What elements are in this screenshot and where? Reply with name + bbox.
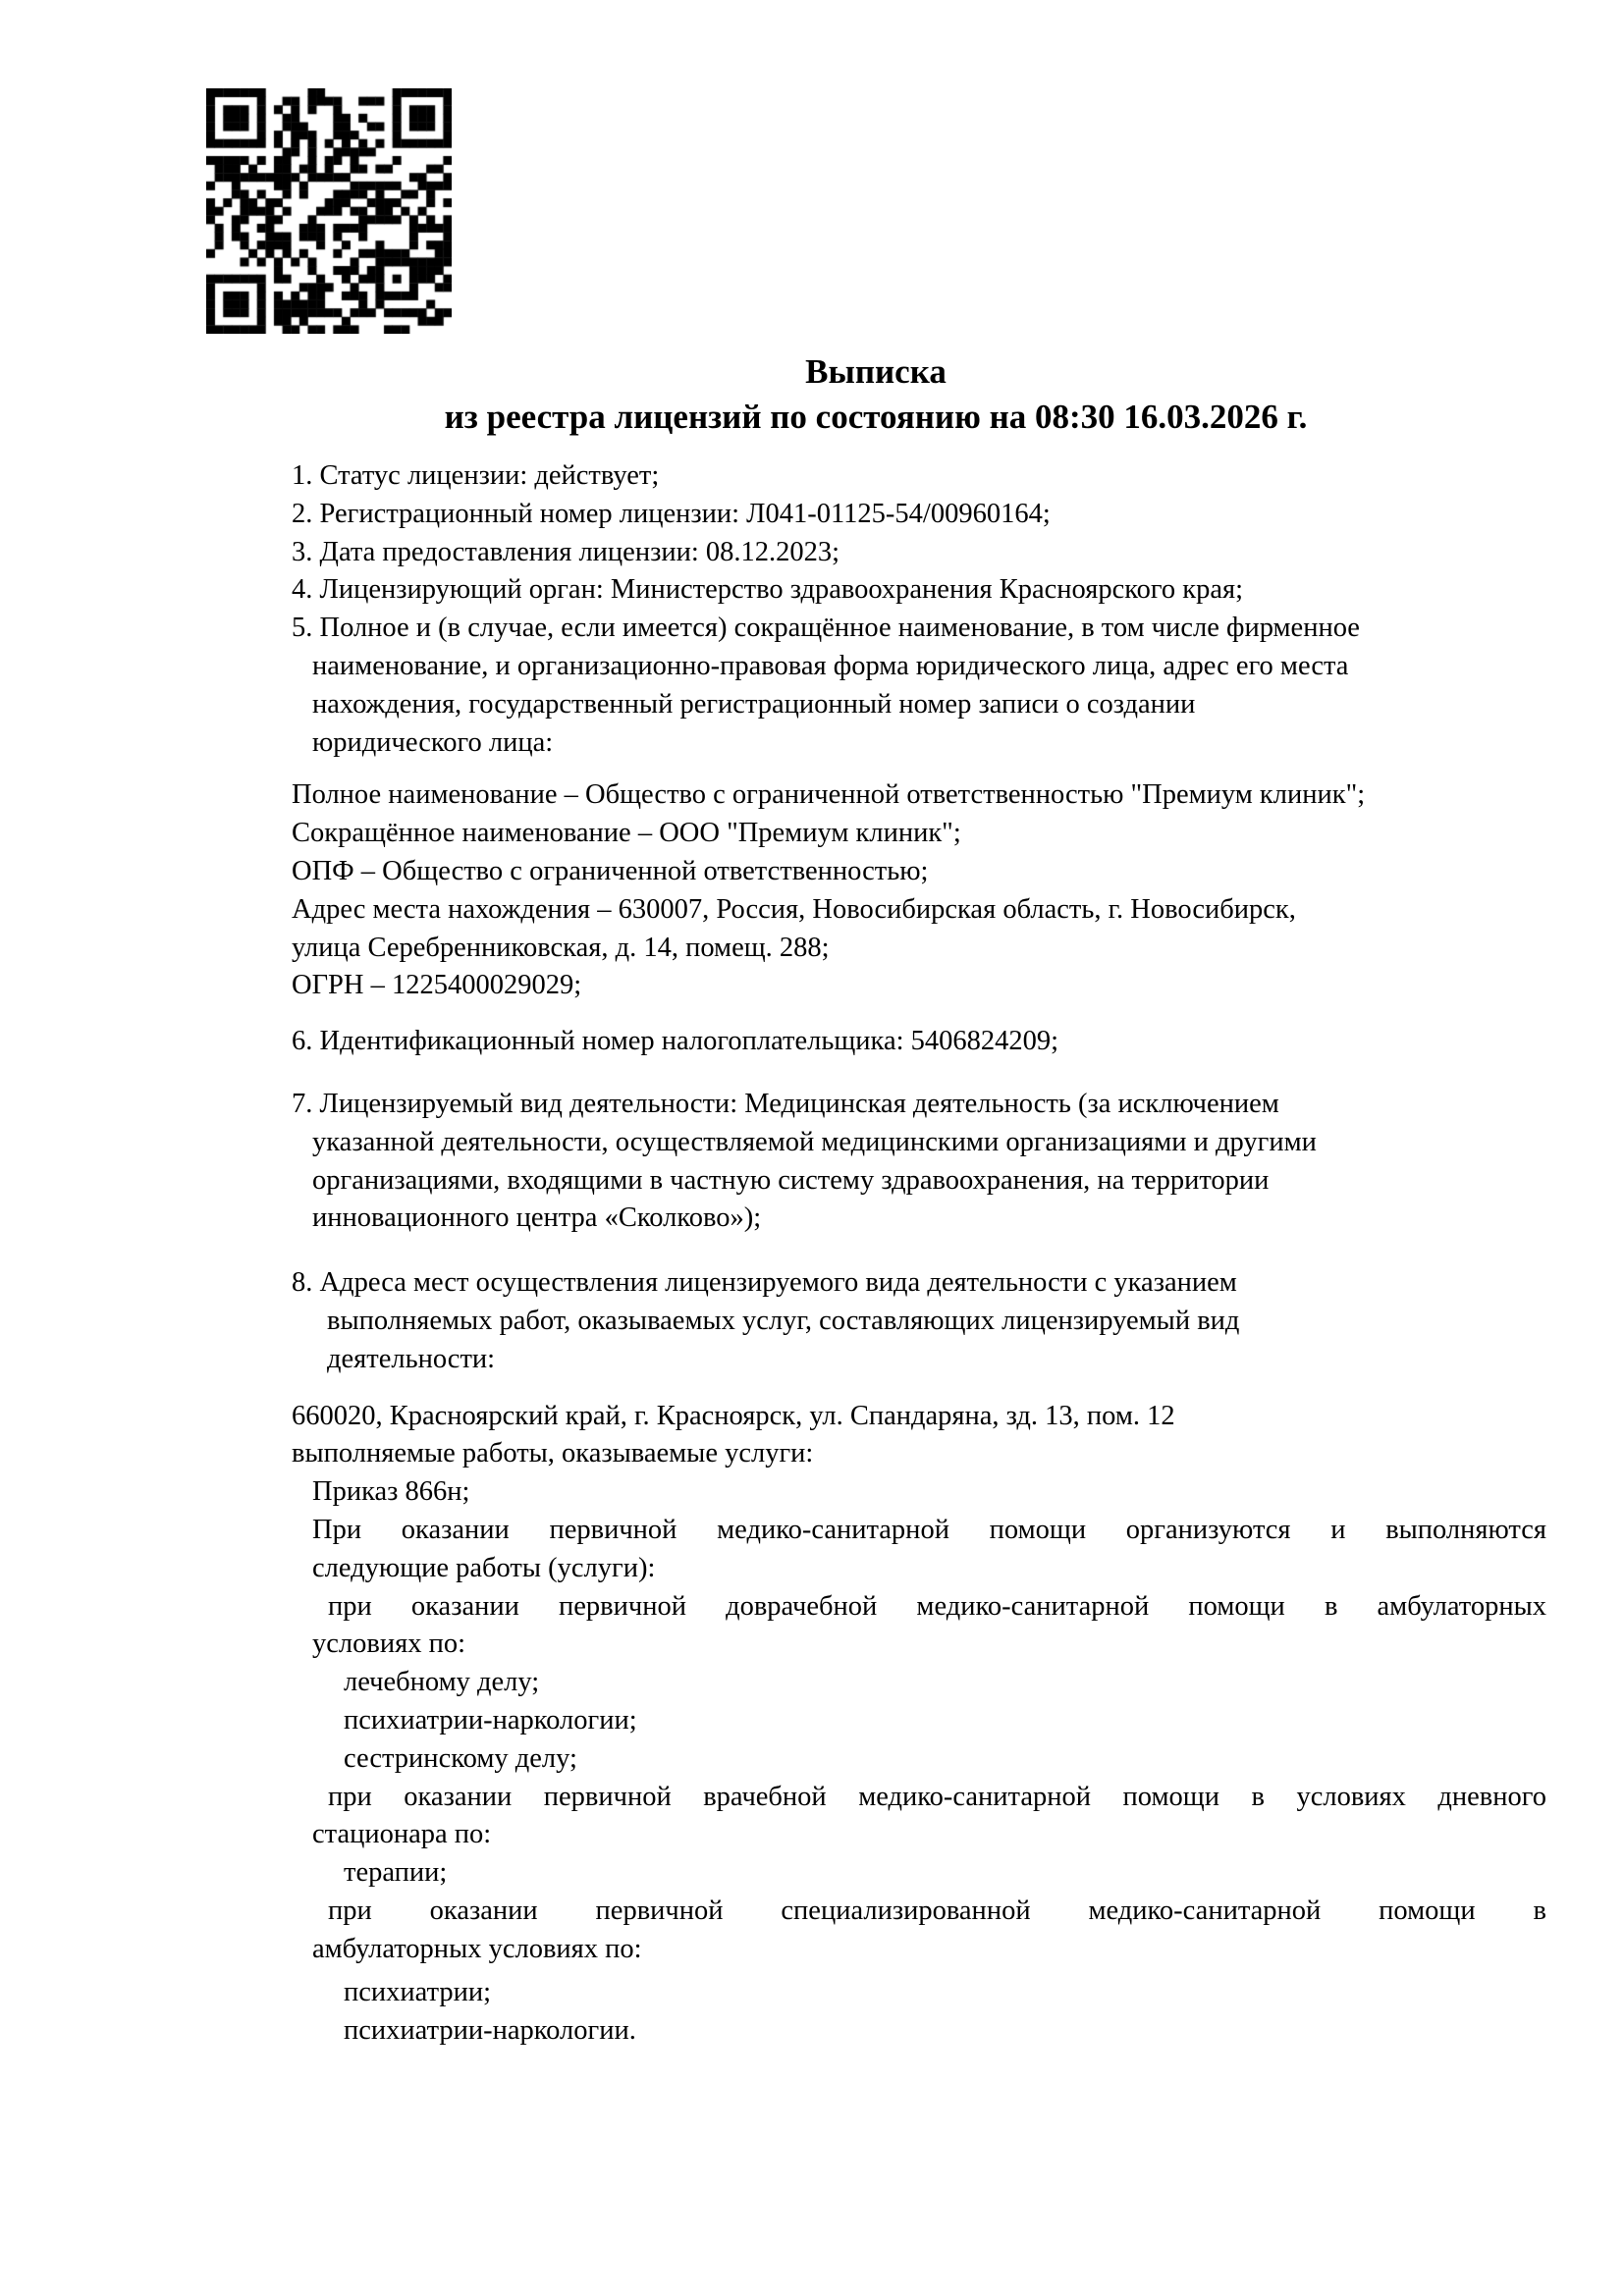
- line-activity-1: 7. Лицензируемый вид деятельности: Медицинская деятельность (за исключением: [292, 1088, 1279, 1119]
- line-activity-4: инновационного центра «Сколково»);: [312, 1202, 762, 1234]
- line-addresses-clause-2: выполняемых работ, оказываемых услуг, составляющих лицензируемый вид: [327, 1305, 1240, 1336]
- line-addresses-clause-1: 8. Адреса мест осуществления лицензируемого вида деятельности с указанием: [292, 1267, 1237, 1299]
- line-full-name: Полное наименование – Общество с ограниченной ответственностью "Премиум клиник";: [292, 779, 1366, 811]
- document-title: Выписка: [805, 352, 947, 391]
- line-predoctor-care-2: условиях по:: [312, 1629, 465, 1660]
- line-svc-psychiatry-narcology-end: психиатрии-наркологии.: [344, 2015, 636, 2047]
- line-doctor-daycare-2: стационара по:: [312, 1819, 492, 1850]
- line-predoctor-care-1: при оказании первичной доврачебной медико-санитарной помощи в амбулаторных: [328, 1590, 1546, 1622]
- line-order-866n: Приказ 866н;: [312, 1476, 470, 1508]
- line-grant-date: 3. Дата предоставления лицензии: 08.12.2023;: [292, 536, 840, 567]
- document-body: [292, 457, 1546, 2051]
- line-opf: ОПФ – Общество с ограниченной ответственностью;: [292, 855, 929, 886]
- line-svc-psychiatry-narcology: психиатрии-наркологии;: [344, 1704, 637, 1735]
- document-header: [292, 349, 1460, 440]
- line-addresses-clause-3: деятельности:: [327, 1343, 496, 1374]
- document-subtitle: из реестра лицензий по состоянию на 08:30 16.03.2026 г.: [444, 398, 1308, 436]
- line-authority: 4. Лицензирующий орган: Министерство здравоохранения Красноярского края;: [292, 574, 1243, 606]
- line-primary-care-1: При оказании первичной медико-санитарной помощи организуются и выполняются: [312, 1514, 1546, 1545]
- line-reg-number: 2. Регистрационный номер лицензии: Л041-01125-54/00960164;: [292, 498, 1051, 529]
- line-activity-3: организациями, входящими в частную систему здравоохранения, на территории: [312, 1164, 1270, 1196]
- line-address-2: улица Серебренниковская, д. 14, помещ. 288;: [292, 932, 830, 963]
- line-svc-general-medicine: лечебному делу;: [344, 1667, 540, 1698]
- line-specialized-care-2: амбулаторных условиях по:: [312, 1933, 642, 1964]
- line-inn: 6. Идентификационный номер налогоплательщика: 5406824209;: [292, 1026, 1059, 1057]
- line-name-clause-1: 5. Полное и (в случае, если имеется) сокращённое наименование, в том числе фирменное: [292, 613, 1360, 644]
- qr-code: [206, 88, 452, 334]
- line-svc-psychiatry: психиатрии;: [344, 1977, 492, 2008]
- line-primary-care-2: следующие работы (услуги):: [312, 1552, 656, 1583]
- line-status: 1. Статус лицензии: действует;: [292, 460, 660, 491]
- line-svc-nursing: сестринскому делу;: [344, 1742, 577, 1774]
- line-site-address: 660020, Красноярский край, г. Красноярск, ул. Спандаряна, зд. 13, пом. 12: [292, 1400, 1175, 1431]
- line-specialized-care-1: при оказании первичной специализированной медико-санитарной помощи в: [328, 1895, 1546, 1926]
- line-svc-therapy: терапии;: [344, 1857, 448, 1889]
- line-works-header: выполняемые работы, оказываемые услуги:: [292, 1438, 814, 1469]
- line-name-clause-3: нахождения, государственный регистрационный номер записи о создании: [312, 688, 1196, 720]
- line-short-name: Сокращённое наименование – ООО "Премиум клиник";: [292, 818, 961, 849]
- line-name-clause-2: наименование, и организационно-правовая форма юридического лица, адрес его места: [312, 650, 1349, 681]
- line-doctor-daycare-1: при оказании первичной врачебной медико-санитарной помощи в условиях дневного: [328, 1781, 1546, 1812]
- line-address-1: Адрес места нахождения – 630007, Россия, Новосибирская область, г. Новосибирск,: [292, 893, 1296, 925]
- line-name-clause-4: юридического лица:: [312, 726, 554, 758]
- line-activity-2: указанной деятельности, осуществляемой медицинскими организациями и другими: [312, 1126, 1317, 1157]
- line-ogrn: ОГРН – 1225400029029;: [292, 970, 582, 1001]
